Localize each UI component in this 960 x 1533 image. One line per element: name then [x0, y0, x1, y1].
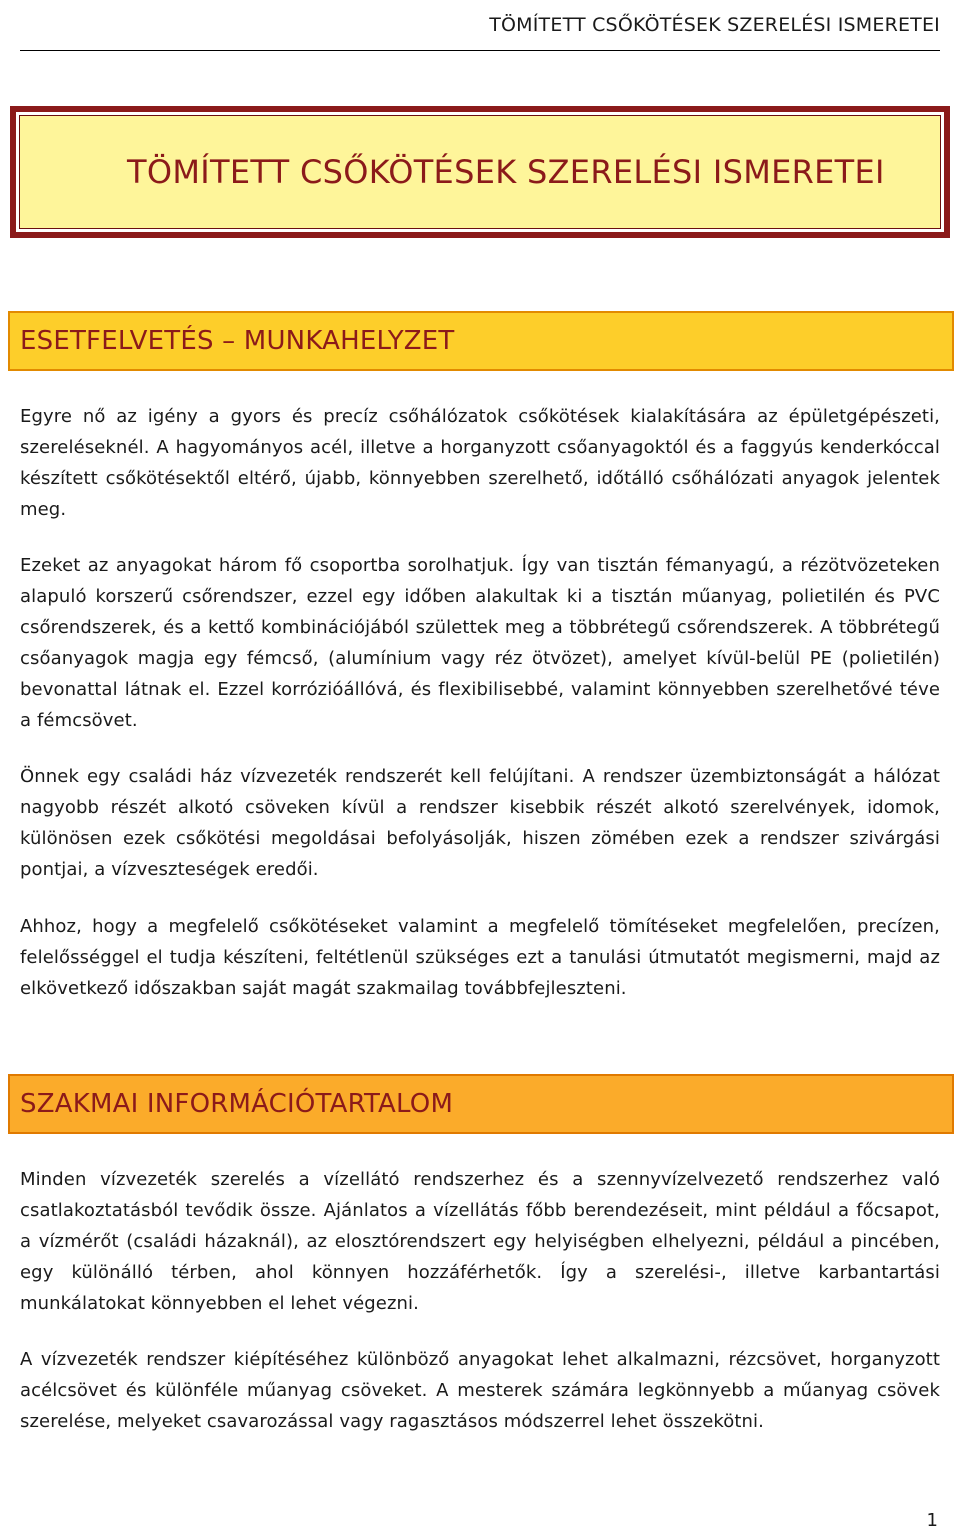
paragraph: Egyre nő az igény a gyors és precíz csőhálózatok csőkötések kialakítására az épületgépészeti, szereléseknél. A hagyományos acél, illetve a horganyzott csőanyagoktól és a faggyús kenderkóccal készített csőkötésektől eltérő, újabb, könnyebben szerelhető, időtálló csőhálózati anyagok jelentek meg.: [20, 406, 940, 520]
paragraph: Ahhoz, hogy a megfelelő csőkötéseket valamint a megfelelő tömítéseket megfelelően, precízen, felelősséggel el tudja készíteni, feltétlenül szükséges ezt a tanulási útmutatót megismerni, majd az elkövetkező időszakban saját magát szakmailag továbbfejleszteni.: [20, 916, 940, 999]
paragraph: Önnek egy családi ház vízvezeték rendszerét kell felújítani. A rendszer üzembiztonságát a hálózat nagyobb részét alkotó csöveken kívül a rendszer kisebbik részét alkotó szerelvények, idomok, különösen ezek csőkötési megoldásai befolyásolják, hiszen zömében ezek a rendszer szivárgási pontjai, a vízveszteségek eredői.: [20, 766, 940, 880]
paragraph: Ezeket az anyagokat három fő csoportba sorolhatjuk. Így van tisztán fémanyagú, a rézötvözeteken alapuló korszerű csőrendszer, ezzel egy időben alakultak ki a tisztán műanyag, polietilén és PVC csőrendszerek, és a kettő kombinációjából születtek meg a többrétegű csőrendszerek. A többrétegű csőanyagok magja egy fémcső, (alumínium vagy réz ötvözet), amelyet kívül-belül PE (polietilén) bevonattal látnak el. Ezzel korrózióállóvá, és flexibilisebbé, valamint könnyebben szerelhetővé téve a fémcsövet.: [20, 555, 940, 731]
paragraph: Minden vízvezeték szerelés a vízellátó rendszerhez és a szennyvízelvezető rendszerhez való csatlakoztatásból tevődik össze. Ajánlatos a vízellátás főbb berendezéseit, mint például a főcsapot, a vízmérőt (családi házaknál), az elosztórendszert egy helyiségben elhelyezni, például a pincében, egy különálló térben, ahol könnyen hozzáférhetők. Így a szerelési-, illetve karbantartási munkálatokat könnyebben el lehet végezni.: [20, 1169, 940, 1314]
title-box: [10, 106, 950, 238]
paragraph: A vízvezeték rendszer kiépítéséhez különböző anyagokat lehet alkalmazni, rézcsövet, horganyzott acélcsövet és különféle műanyag csöveket. A mesterek számára legkönnyebb a műanyag csövek szerelése, melyeket csavarozással vagy ragasztásos módszerrel lehet összekötni.: [20, 1349, 940, 1432]
header-rule: [20, 50, 940, 51]
title-box-inner: [16, 112, 944, 232]
page-number: 1: [926, 1510, 938, 1531]
document-title: TÖMÍTETT CSŐKÖTÉSEK SZERELÉSI ISMERETEI: [127, 153, 885, 191]
section-heading-bar-esetfelvetes: [8, 311, 954, 371]
section-heading: SZAKMAI INFORMÁCIÓTARTALOM: [20, 1089, 454, 1119]
running-header: TÖMÍTETT CSŐKÖTÉSEK SZERELÉSI ISMERETEI: [489, 14, 940, 36]
section-heading: ESETFELVETÉS – MUNKAHELYZET: [20, 326, 455, 356]
section-heading-bar-szakmai: [8, 1074, 954, 1134]
